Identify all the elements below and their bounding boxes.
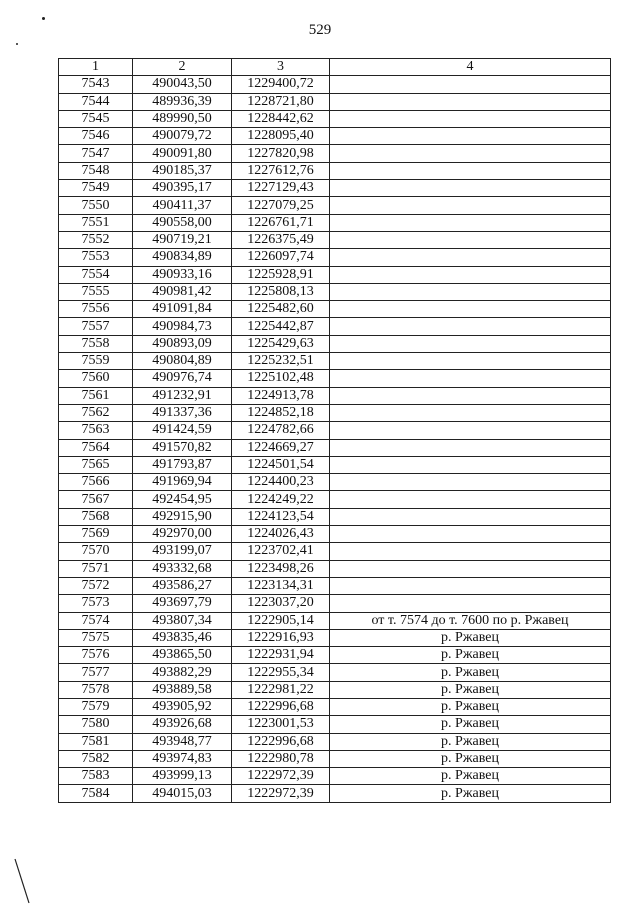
cell-y: 1222931,94 bbox=[232, 647, 330, 664]
cell-y: 1225429,63 bbox=[232, 335, 330, 352]
cell-description bbox=[330, 197, 611, 214]
cell-x: 492970,00 bbox=[133, 526, 232, 543]
cell-y: 1224669,27 bbox=[232, 439, 330, 456]
cell-x: 490804,89 bbox=[133, 353, 232, 370]
cell-y: 1223037,20 bbox=[232, 595, 330, 612]
cell-point: 7566 bbox=[59, 474, 133, 491]
table-row bbox=[59, 370, 611, 387]
cell-point: 7575 bbox=[59, 629, 133, 646]
cell-x: 493586,27 bbox=[133, 577, 232, 594]
table-row bbox=[59, 526, 611, 543]
cell-description bbox=[330, 93, 611, 110]
table-row bbox=[59, 231, 611, 248]
cell-y: 1222981,22 bbox=[232, 681, 330, 698]
cell-y: 1224400,23 bbox=[232, 474, 330, 491]
cell-y: 1225232,51 bbox=[232, 353, 330, 370]
cell-x: 489936,39 bbox=[133, 93, 232, 110]
cell-y: 1222996,68 bbox=[232, 698, 330, 715]
cell-point: 7583 bbox=[59, 768, 133, 785]
cell-description: р. Ржавец bbox=[330, 785, 611, 802]
cell-x: 490411,37 bbox=[133, 197, 232, 214]
cell-description bbox=[330, 577, 611, 594]
table-row bbox=[59, 110, 611, 127]
cell-point: 7549 bbox=[59, 180, 133, 197]
cell-point: 7570 bbox=[59, 543, 133, 560]
table-row bbox=[59, 76, 611, 93]
cell-point: 7563 bbox=[59, 422, 133, 439]
cell-point: 7559 bbox=[59, 353, 133, 370]
cell-x: 493882,29 bbox=[133, 664, 232, 681]
cell-y: 1222905,14 bbox=[232, 612, 330, 629]
table-row bbox=[59, 214, 611, 231]
cell-x: 493865,50 bbox=[133, 647, 232, 664]
cell-x: 489990,50 bbox=[133, 110, 232, 127]
cell-description: р. Ржавец bbox=[330, 664, 611, 681]
table-row bbox=[59, 785, 611, 802]
cell-description bbox=[330, 128, 611, 145]
cell-y: 1225482,60 bbox=[232, 301, 330, 318]
cell-y: 1224782,66 bbox=[232, 422, 330, 439]
table-row bbox=[59, 283, 611, 300]
table-body bbox=[59, 76, 611, 802]
cell-description bbox=[330, 162, 611, 179]
cell-point: 7548 bbox=[59, 162, 133, 179]
cell-point: 7556 bbox=[59, 301, 133, 318]
cell-x: 490719,21 bbox=[133, 231, 232, 248]
cell-description: р. Ржавец bbox=[330, 716, 611, 733]
cell-point: 7543 bbox=[59, 76, 133, 93]
cell-x: 493889,58 bbox=[133, 681, 232, 698]
cell-x: 490091,80 bbox=[133, 145, 232, 162]
cell-description bbox=[330, 543, 611, 560]
table-row bbox=[59, 456, 611, 473]
cell-y: 1224123,54 bbox=[232, 508, 330, 525]
cell-description bbox=[330, 422, 611, 439]
table-row bbox=[59, 197, 611, 214]
cell-point: 7564 bbox=[59, 439, 133, 456]
cell-y: 1227820,98 bbox=[232, 145, 330, 162]
cell-description bbox=[330, 76, 611, 93]
table-row bbox=[59, 750, 611, 767]
cell-point: 7579 bbox=[59, 698, 133, 715]
cell-description: р. Ржавец bbox=[330, 733, 611, 750]
cell-y: 1223702,41 bbox=[232, 543, 330, 560]
cell-x: 491232,91 bbox=[133, 387, 232, 404]
cell-description bbox=[330, 301, 611, 318]
cell-x: 490981,42 bbox=[133, 283, 232, 300]
header-row bbox=[59, 59, 611, 76]
cell-x: 493926,68 bbox=[133, 716, 232, 733]
cell-point: 7568 bbox=[59, 508, 133, 525]
cell-point: 7544 bbox=[59, 93, 133, 110]
cell-description bbox=[330, 231, 611, 248]
cell-y: 1222996,68 bbox=[232, 733, 330, 750]
table-row bbox=[59, 180, 611, 197]
cell-description bbox=[330, 439, 611, 456]
cell-y: 1227612,76 bbox=[232, 162, 330, 179]
cell-description bbox=[330, 508, 611, 525]
cell-description bbox=[330, 404, 611, 421]
cell-point: 7551 bbox=[59, 214, 133, 231]
table-row bbox=[59, 145, 611, 162]
table-row bbox=[59, 560, 611, 577]
column-header-point: 1 bbox=[59, 59, 133, 76]
table-row bbox=[59, 595, 611, 612]
cell-x: 490976,74 bbox=[133, 370, 232, 387]
cell-description: от т. 7574 до т. 7600 по р. Ржавец bbox=[330, 612, 611, 629]
cell-y: 1224026,43 bbox=[232, 526, 330, 543]
cell-x: 493835,46 bbox=[133, 629, 232, 646]
cell-y: 1229400,72 bbox=[232, 76, 330, 93]
cell-x: 491793,87 bbox=[133, 456, 232, 473]
cell-y: 1222916,93 bbox=[232, 629, 330, 646]
cell-description bbox=[330, 318, 611, 335]
table-row bbox=[59, 128, 611, 145]
cell-description bbox=[330, 180, 611, 197]
cell-point: 7571 bbox=[59, 560, 133, 577]
cell-point: 7572 bbox=[59, 577, 133, 594]
cell-point: 7560 bbox=[59, 370, 133, 387]
cell-y: 1228442,62 bbox=[232, 110, 330, 127]
cell-point: 7557 bbox=[59, 318, 133, 335]
cell-y: 1226761,71 bbox=[232, 214, 330, 231]
cell-x: 491424,59 bbox=[133, 422, 232, 439]
cell-point: 7562 bbox=[59, 404, 133, 421]
cell-y: 1228721,80 bbox=[232, 93, 330, 110]
table-row bbox=[59, 335, 611, 352]
cell-x: 493332,68 bbox=[133, 560, 232, 577]
cell-x: 493974,83 bbox=[133, 750, 232, 767]
cell-point: 7578 bbox=[59, 681, 133, 698]
table-row bbox=[59, 474, 611, 491]
cell-y: 1223001,53 bbox=[232, 716, 330, 733]
cell-x: 491337,36 bbox=[133, 404, 232, 421]
cell-description bbox=[330, 595, 611, 612]
cell-description bbox=[330, 145, 611, 162]
cell-point: 7569 bbox=[59, 526, 133, 543]
page-number: 529 bbox=[308, 22, 332, 38]
cell-point: 7565 bbox=[59, 456, 133, 473]
column-header-y: 3 bbox=[232, 59, 330, 76]
table-row bbox=[59, 664, 611, 681]
table-row bbox=[59, 698, 611, 715]
cell-point: 7552 bbox=[59, 231, 133, 248]
cell-y: 1224249,22 bbox=[232, 491, 330, 508]
table-row bbox=[59, 353, 611, 370]
cell-x: 490893,09 bbox=[133, 335, 232, 352]
table-header bbox=[59, 59, 611, 76]
cell-x: 490079,72 bbox=[133, 128, 232, 145]
cell-y: 1225442,87 bbox=[232, 318, 330, 335]
cell-description bbox=[330, 214, 611, 231]
cell-point: 7550 bbox=[59, 197, 133, 214]
cell-y: 1225102,48 bbox=[232, 370, 330, 387]
table-row bbox=[59, 543, 611, 560]
table-row bbox=[59, 491, 611, 508]
column-header-description: 4 bbox=[330, 59, 611, 76]
cell-point: 7580 bbox=[59, 716, 133, 733]
table-row bbox=[59, 577, 611, 594]
cell-point: 7576 bbox=[59, 647, 133, 664]
cell-y: 1227079,25 bbox=[232, 197, 330, 214]
cell-y: 1222980,78 bbox=[232, 750, 330, 767]
cell-point: 7584 bbox=[59, 785, 133, 802]
cell-y: 1223498,26 bbox=[232, 560, 330, 577]
table-row bbox=[59, 612, 611, 629]
table-row bbox=[59, 508, 611, 525]
table-row bbox=[59, 768, 611, 785]
table-row bbox=[59, 733, 611, 750]
cell-y: 1226375,49 bbox=[232, 231, 330, 248]
cell-y: 1224852,18 bbox=[232, 404, 330, 421]
table-row bbox=[59, 301, 611, 318]
cell-y: 1225928,91 bbox=[232, 266, 330, 283]
cell-point: 7547 bbox=[59, 145, 133, 162]
cell-description: р. Ржавец bbox=[330, 647, 611, 664]
cell-y: 1222955,34 bbox=[232, 664, 330, 681]
cell-point: 7545 bbox=[59, 110, 133, 127]
cell-description bbox=[330, 353, 611, 370]
cell-x: 491570,82 bbox=[133, 439, 232, 456]
cell-point: 7573 bbox=[59, 595, 133, 612]
cell-y: 1225808,13 bbox=[232, 283, 330, 300]
cell-point: 7567 bbox=[59, 491, 133, 508]
cell-x: 494015,03 bbox=[133, 785, 232, 802]
cell-x: 491091,84 bbox=[133, 301, 232, 318]
cell-x: 493905,92 bbox=[133, 698, 232, 715]
cell-x: 490185,37 bbox=[133, 162, 232, 179]
cell-description: р. Ржавец bbox=[330, 698, 611, 715]
cell-x: 490933,16 bbox=[133, 266, 232, 283]
cell-x: 492915,90 bbox=[133, 508, 232, 525]
scan-mark bbox=[12, 858, 32, 904]
cell-y: 1222972,39 bbox=[232, 768, 330, 785]
cell-y: 1223134,31 bbox=[232, 577, 330, 594]
scan-speck bbox=[16, 43, 18, 45]
cell-description bbox=[330, 560, 611, 577]
table-row bbox=[59, 716, 611, 733]
table-row bbox=[59, 266, 611, 283]
cell-x: 493697,79 bbox=[133, 595, 232, 612]
cell-point: 7546 bbox=[59, 128, 133, 145]
cell-description bbox=[330, 266, 611, 283]
cell-point: 7582 bbox=[59, 750, 133, 767]
table-row bbox=[59, 681, 611, 698]
cell-point: 7558 bbox=[59, 335, 133, 352]
table-row bbox=[59, 404, 611, 421]
cell-x: 490043,50 bbox=[133, 76, 232, 93]
table-row bbox=[59, 422, 611, 439]
table-row bbox=[59, 439, 611, 456]
cell-point: 7561 bbox=[59, 387, 133, 404]
cell-y: 1227129,43 bbox=[232, 180, 330, 197]
cell-x: 493199,07 bbox=[133, 543, 232, 560]
column-header-x: 2 bbox=[133, 59, 232, 76]
cell-x: 492454,95 bbox=[133, 491, 232, 508]
cell-x: 490558,00 bbox=[133, 214, 232, 231]
cell-description: р. Ржавец bbox=[330, 768, 611, 785]
coordinates-table bbox=[58, 58, 611, 803]
cell-description: р. Ржавец bbox=[330, 681, 611, 698]
cell-y: 1224913,78 bbox=[232, 387, 330, 404]
cell-point: 7581 bbox=[59, 733, 133, 750]
cell-y: 1228095,40 bbox=[232, 128, 330, 145]
cell-x: 490984,73 bbox=[133, 318, 232, 335]
cell-description: р. Ржавец bbox=[330, 629, 611, 646]
cell-point: 7554 bbox=[59, 266, 133, 283]
cell-point: 7577 bbox=[59, 664, 133, 681]
cell-y: 1222972,39 bbox=[232, 785, 330, 802]
cell-point: 7555 bbox=[59, 283, 133, 300]
scan-speck bbox=[42, 17, 45, 20]
cell-x: 490395,17 bbox=[133, 180, 232, 197]
cell-description bbox=[330, 474, 611, 491]
cell-x: 493807,34 bbox=[133, 612, 232, 629]
table-row bbox=[59, 387, 611, 404]
cell-point: 7574 bbox=[59, 612, 133, 629]
table-row bbox=[59, 93, 611, 110]
cell-x: 490834,89 bbox=[133, 249, 232, 266]
cell-description bbox=[330, 110, 611, 127]
table-row bbox=[59, 249, 611, 266]
cell-description bbox=[330, 387, 611, 404]
table-row bbox=[59, 318, 611, 335]
cell-y: 1226097,74 bbox=[232, 249, 330, 266]
cell-description bbox=[330, 370, 611, 387]
table-row bbox=[59, 162, 611, 179]
table-row bbox=[59, 647, 611, 664]
cell-description bbox=[330, 491, 611, 508]
cell-description bbox=[330, 456, 611, 473]
cell-description bbox=[330, 283, 611, 300]
cell-point: 7553 bbox=[59, 249, 133, 266]
table-row bbox=[59, 629, 611, 646]
cell-x: 493999,13 bbox=[133, 768, 232, 785]
cell-description bbox=[330, 335, 611, 352]
cell-x: 491969,94 bbox=[133, 474, 232, 491]
cell-description: р. Ржавец bbox=[330, 750, 611, 767]
cell-x: 493948,77 bbox=[133, 733, 232, 750]
cell-y: 1224501,54 bbox=[232, 456, 330, 473]
cell-description bbox=[330, 249, 611, 266]
cell-description bbox=[330, 526, 611, 543]
